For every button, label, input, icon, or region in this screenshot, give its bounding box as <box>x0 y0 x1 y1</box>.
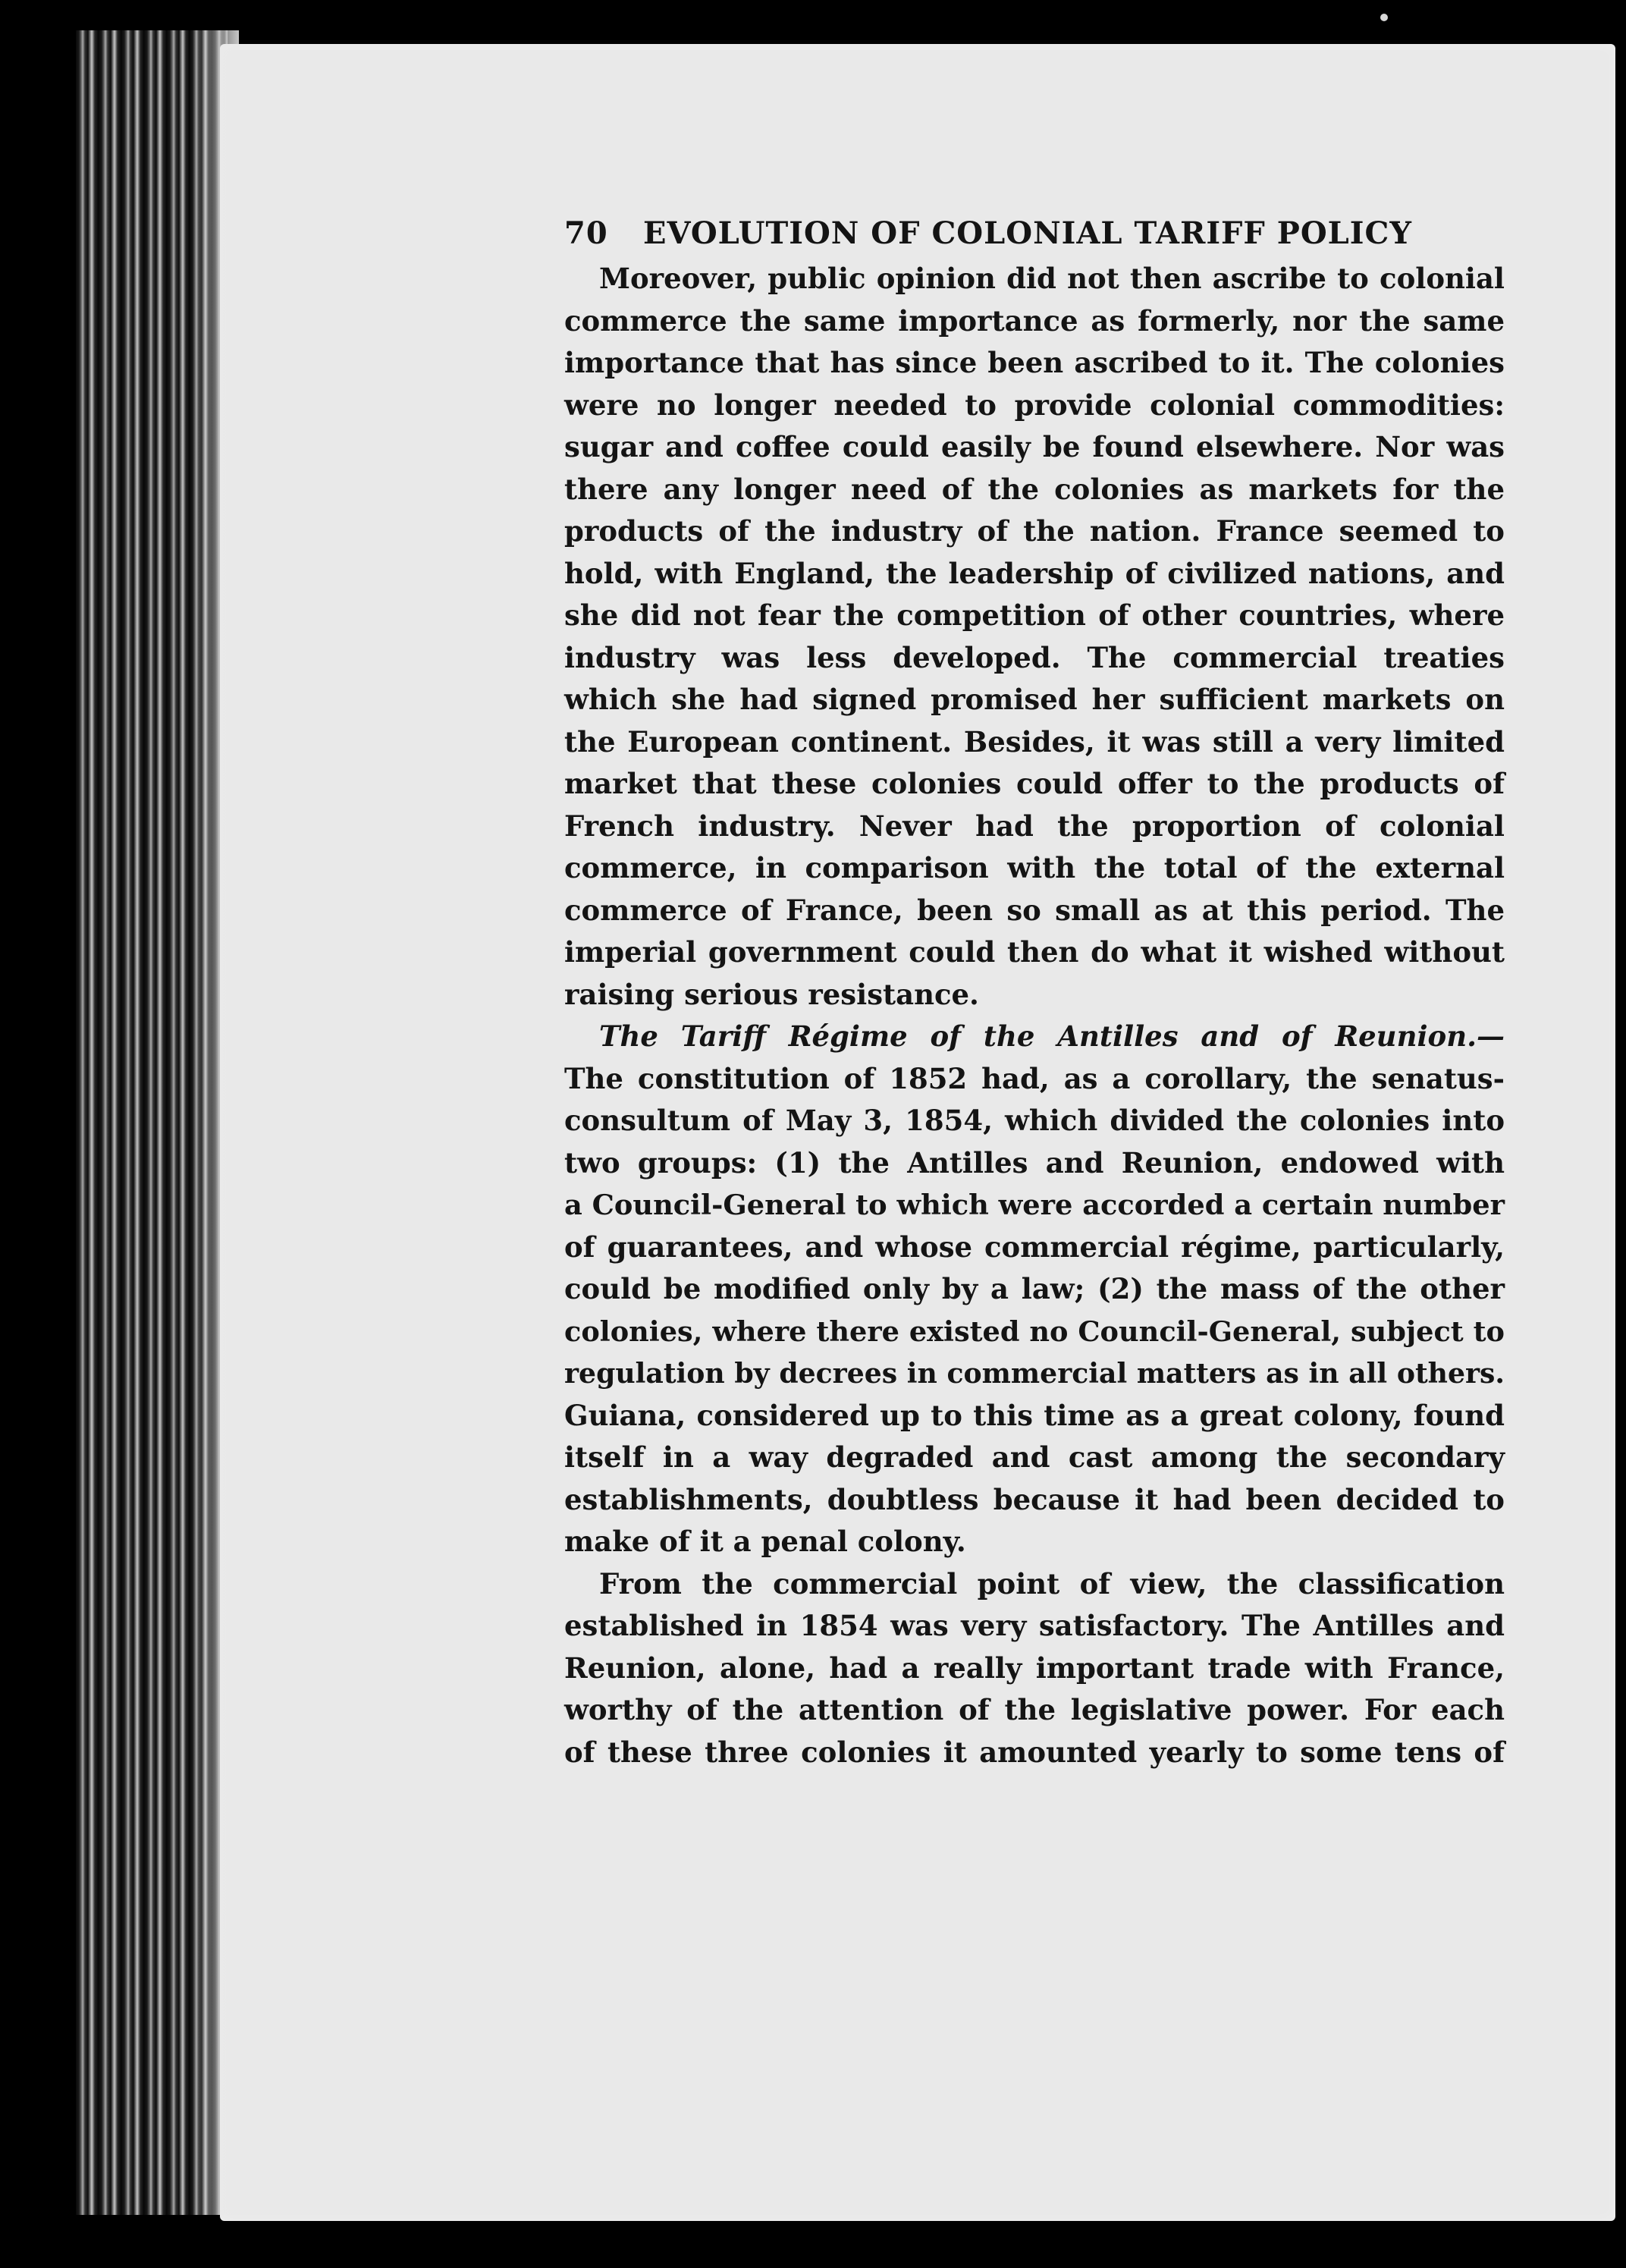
text-line: Guiana, considered up to this time as a great colony, found <box>564 1398 1505 1432</box>
text-line: industry was less developed. The commercial treaties <box>564 640 1505 674</box>
text-line: market that these colonies could offer to the products of <box>564 767 1505 800</box>
text-line: imperial government could then do what it wished without <box>564 935 1505 969</box>
text-line: Moreover, public opinion did not then ascribe to colonial <box>599 262 1505 295</box>
scan-speck <box>1380 14 1388 21</box>
text-line: The constitution of 1852 had, as a corollary, the senatus- <box>564 1061 1505 1095</box>
paragraph-3 <box>564 1563 1505 1774</box>
text-line: make of it a penal colony. <box>564 1525 966 1558</box>
running-title: EVOLUTION OF COLONIAL TARIFF POLICY <box>643 215 1412 251</box>
text-line: there any longer need of the colonies as markets for the <box>564 472 1505 506</box>
page-number: 70 <box>564 215 608 251</box>
text-line: worthy of the attention of the legislative power. For each <box>564 1693 1505 1726</box>
text-line: a Council-General to which were accorded a certain number <box>564 1188 1505 1221</box>
text-line: Reunion, alone, had a really important trade with France, <box>564 1651 1505 1685</box>
text-line: establishments, doubtless because it had been decided to <box>564 1482 1505 1516</box>
text-line: commerce the same importance as formerly, nor the same <box>564 303 1505 338</box>
paragraph-2 <box>564 1016 1505 1563</box>
gutter-shadow <box>193 30 239 2215</box>
paragraph-1 <box>564 258 1505 1016</box>
text-line: commerce of France, been so small as at this period. The <box>564 893 1505 927</box>
text-line: consultum of May 3, 1854, which divided the colonies into <box>564 1104 1505 1137</box>
text-line: of these three colonies it amounted yearly to some tens of <box>564 1735 1505 1769</box>
text-line: two groups: (1) the Antilles and Reunion, endowed with <box>564 1145 1505 1180</box>
text-line: were no longer needed to provide colonial commodities: <box>564 388 1505 422</box>
text-line: products of the industry of the nation. France seemed to <box>564 514 1505 548</box>
text-line: importance that has since been ascribed to it. The colonies <box>564 346 1505 379</box>
page-text-block <box>564 209 1505 1773</box>
text-line: regulation by decrees in commercial matters as in all others. <box>564 1357 1505 1390</box>
text-line: colonies, where there existed no Council-General, subject to <box>564 1315 1505 1348</box>
running-head <box>564 209 1505 258</box>
text-line: raising serious resistance. <box>564 977 979 1011</box>
text-line: the European continent. Besides, it was still a very limited <box>564 724 1505 759</box>
text-line: established in 1854 was very satisfactory. The Antilles and <box>564 1609 1505 1642</box>
text-line: From the commercial point of view, the classification <box>599 1566 1505 1600</box>
text-line: she did not fear the competition of other countries, where <box>564 598 1505 632</box>
text-line: hold, with England, the leadership of civilized nations, and <box>564 556 1505 590</box>
text-line: French industry. Never had the proportion of colonial <box>564 809 1505 843</box>
section-heading: The Tariff Régime of the Antilles and of Reunion.— <box>599 1019 1505 1053</box>
text-line: which she had signed promised her sufficient markets on <box>564 683 1505 716</box>
text-line: itself in a way degraded and cast among the secondary <box>564 1440 1505 1474</box>
text-line: commerce, in comparison with the total of the external <box>564 851 1505 884</box>
text-line: could be modified only by a law; (2) the mass of the other <box>564 1272 1505 1305</box>
text-line: sugar and coffee could easily be found elsewhere. Nor was <box>564 430 1505 463</box>
text-line: of guarantees, and whose commercial régime, particularly, <box>564 1230 1505 1264</box>
